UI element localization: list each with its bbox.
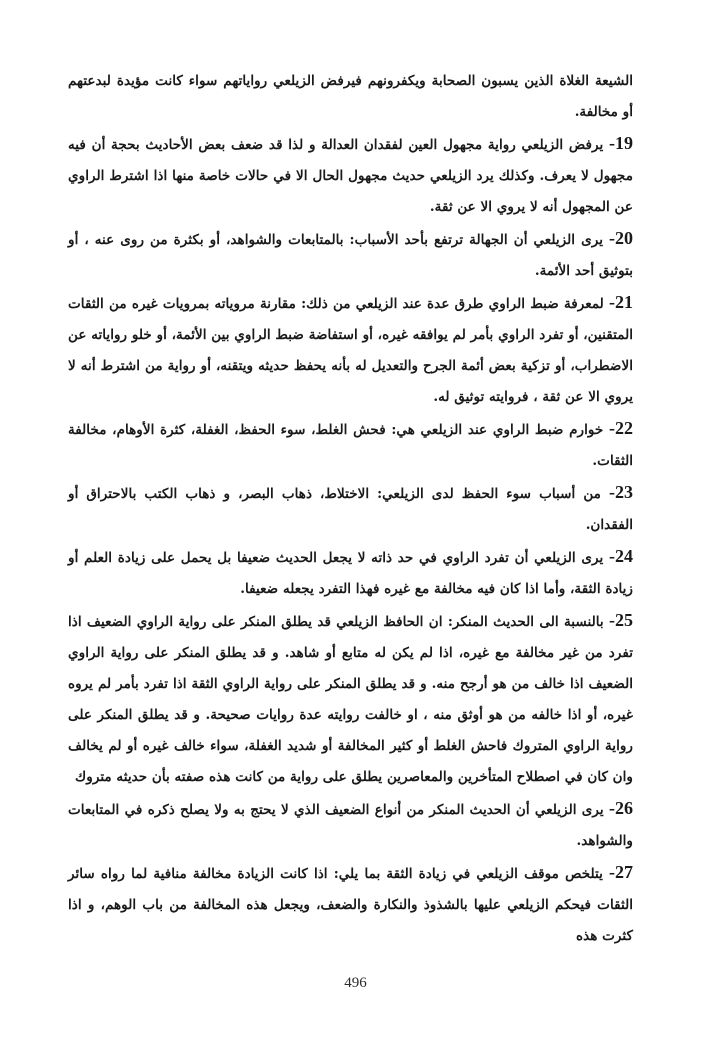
paragraph-25 [68,605,633,793]
paragraph-text: يتلخص موقف الزيلعي في زيادة الثقة بما يلي: اذا كانت الزيادة مخالفة منافية لما رواه سائر الثقات فيحكم الزيلعي عليها بالشذوذ والنكارة والضعف، ويجعل هذه المخالفة من باب الوهم، و اذا كثرت هذه [68,866,633,944]
paragraph-number: 22- [609,418,633,438]
paragraph-22 [68,413,633,477]
paragraph-text: بالنسبة الى الحديث المنكر: ان الحافظ الزيلعي قد يطلق المنكر على رواية الراوي الضعيف اذا تفرد من غير مخالفة مع غيره، اذا لم يكن له متابع أو شاهد. و قد يطلق المنكر على رواية الراوي الضعيف اذا خالف من هو أرجح منه. و قد يطلق المنكر على رواية الراوي الثقة اذا تفرد بأمر لم يروه غيره، أو اذا خالفه من هو أوثق منه ، او خالفت روايته عدة روايات صحيحة. و قد يطلق المنكر على رواية الراوي المتروك فاحش الغلط أو كثير المخالفة أو شديد الغفلة، سواء خالف غيره أو لم يخالف وان كان في اصطلاح المتأخرين والمعاصرين يطلق على رواية من كانت هذه صفته بأن حديثه متروك [68,614,633,785]
paragraph-20 [68,223,633,287]
paragraph-number: 25- [609,610,633,630]
paragraph-text: يرى الزيلعي أن الحديث المنكر من أنواع الضعيف الذي لا يحتج به ولا يصلح ذكره في المتابعات والشواهد. [68,802,633,849]
page-number: 496 [344,975,367,991]
paragraph-number: 26- [609,798,633,818]
paragraph-text: لمعرفة ضبط الراوي طرق عدة عند الزيلعي من ذلك: مقارنة مروياته بمرويات غيره من الثقات المتقنين، أو تفرد الراوي بأمر لم يوافقه غيره، أو استفاضة ضبط الراوي بين الأئمة، أو خلو رواياته عن الاضطراب، أو تزكية بعض أئمة الجرح والتعديل له بأنه يحفظ حديثه ويتقنه، أو رواية من اشترط أنه لا يروي الا عن ثقة ، فروايته توثيق له. [68,296,633,405]
paragraph-21 [68,287,633,413]
paragraph-text: من أسباب سوء الحفظ لدى الزيلعي: الاختلاط، ذهاب البصر، و ذهاب الكتب بالاحتراق أو الفقدان. [68,486,633,533]
paragraph-number: 27- [609,862,633,882]
paragraph-26 [68,793,633,857]
paragraph-number: 21- [609,292,633,312]
paragraph-number: 24- [609,546,633,566]
paragraph-number: 20- [609,228,633,248]
paragraph-text: يرفض الزيلعي رواية مجهول العين لفقدان العدالة و لذا قد ضعف بعض الأحاديث بحجة أن فيه مجهول لا يعرف. وكذلك يرد الزيلعي حديث مجهول الحال الا في حالات خاصة منها اذا اشترط الراوي عن المجهول أنه لا يروي الا عن ثقة. [68,137,633,215]
paragraph-23 [68,477,633,541]
paragraph-number: 23- [609,482,633,502]
paragraph-text: يرى الزيلعي أن الجهالة ترتفع بأحد الأسباب: بالمتابعات والشواهد، أو بكثرة من روى عنه ، أو بتوثيق أحد الأئمة. [68,232,633,279]
paragraph-text: الشيعة الغلاة الذين يسبون الصحابة ويكفرونهم فيرفض الزيلعي رواياتهم سواء كانت مؤيدة لبدعتهم أو مخالفة. [68,73,633,120]
paragraph-continuation [68,66,633,128]
paragraph-27 [68,857,633,952]
paragraph-24 [68,541,633,605]
paragraph-text: خوارم ضبط الراوي عند الزيلعي هي: فحش الغلط، سوء الحفظ، الغفلة، كثرة الأوهام، مخالفة الثقات. [68,422,633,469]
paragraph-text: يرى الزيلعي أن تفرد الراوي في حد ذاته لا يجعل الحديث ضعيفا بل يحمل على زيادة العلم أو زيادة الثقة، وأما اذا كان فيه مخالفة مع غيره فهذا التفرد يجعله ضعيفا. [68,550,633,597]
paragraph-19 [68,128,633,223]
paragraph-number: 19- [609,133,633,153]
